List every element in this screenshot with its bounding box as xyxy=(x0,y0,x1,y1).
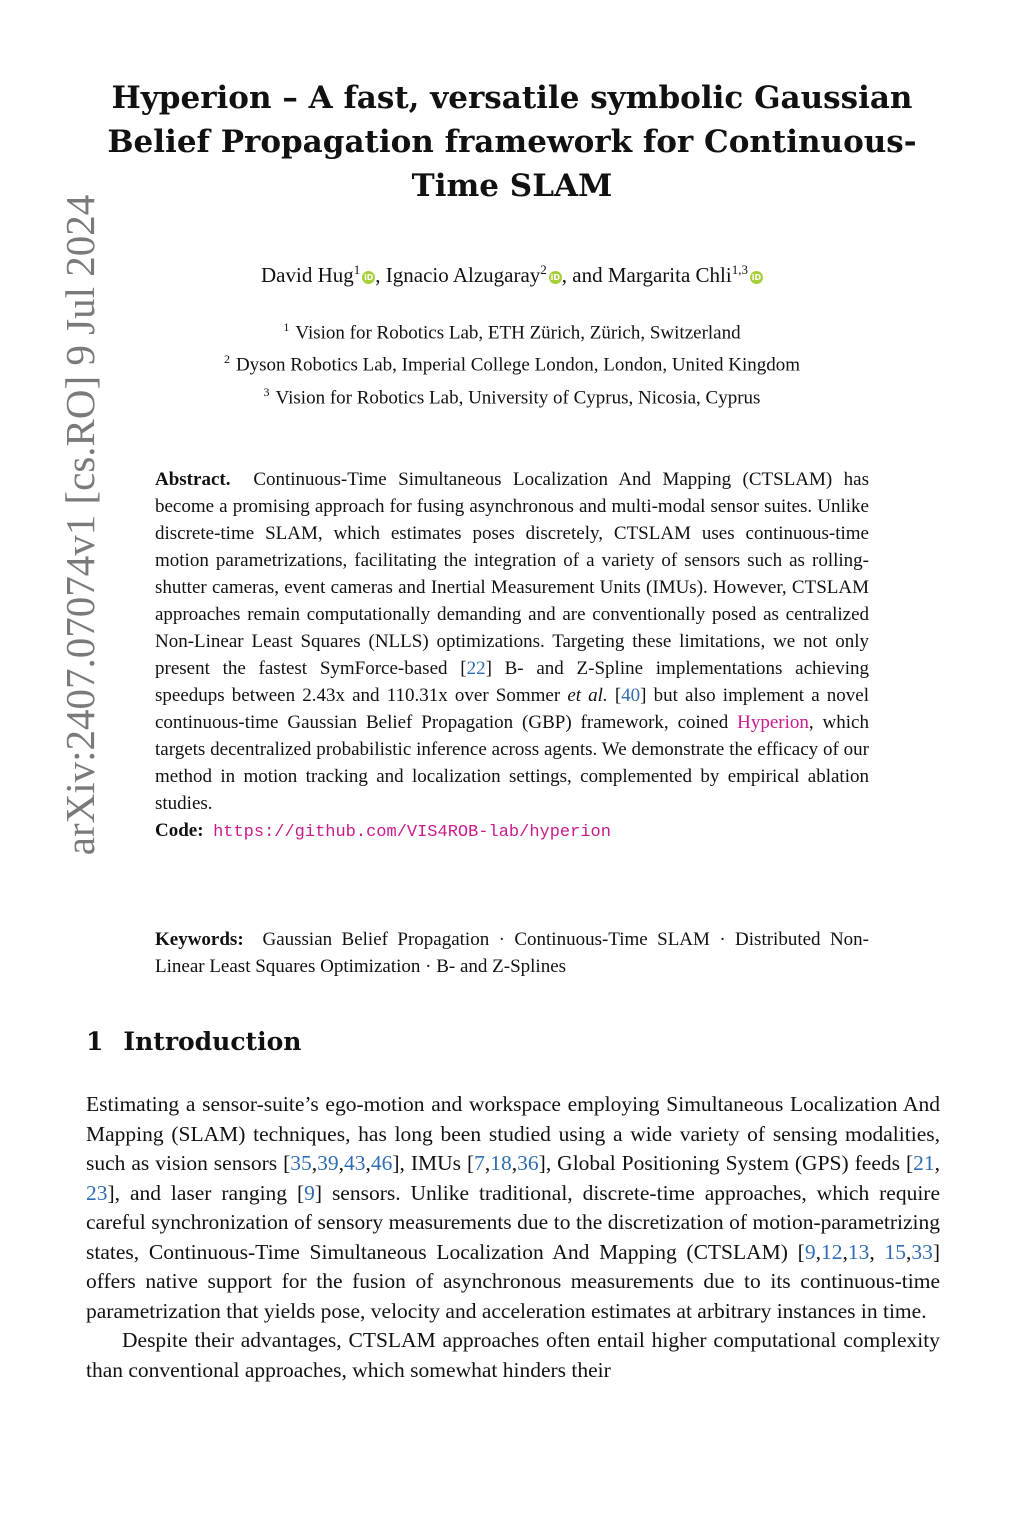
abstract-text: [ xyxy=(607,685,622,706)
citation-link[interactable]: 21 xyxy=(913,1151,935,1175)
author-name: David Hug xyxy=(261,263,354,287)
citation-link[interactable]: 36 xyxy=(517,1151,539,1175)
citation-link[interactable]: 15 xyxy=(884,1239,906,1264)
affiliation-text: Vision for Robotics Lab, University of Cyprus, Nicosia, Cyprus xyxy=(275,386,761,408)
keywords-text: Gaussian Belief Propagation · Continuous-Time SLAM · Distributed Non-Linear Least Squares Optimization · B- and Z-Splines xyxy=(155,929,870,977)
affiliation-line xyxy=(0,346,1024,378)
author-name: Ignacio Alzugaray xyxy=(385,263,541,287)
citation-link[interactable]: 7 xyxy=(474,1151,485,1175)
affiliation-line xyxy=(0,314,1024,346)
author-affil-marker: 1,3 xyxy=(731,262,748,277)
citation-link[interactable]: 18 xyxy=(490,1151,512,1175)
affiliation-number: 2 xyxy=(223,352,230,367)
author-affil-marker: 2 xyxy=(540,262,547,277)
keywords-label: Keywords: xyxy=(155,929,244,950)
citation-link[interactable]: 33 xyxy=(911,1239,933,1264)
abstract xyxy=(155,466,869,846)
section-number: 1 xyxy=(86,1027,104,1056)
abstract-body xyxy=(155,466,869,817)
body-text: Estimating a sensor-suite’s ego-motion and workspace employing Simultaneous Localization And Mapping (SLAM) techniques, has long been studied using a wide variety of sensing modalities, such as vision sensors [ xyxy=(86,1092,940,1175)
code-line xyxy=(155,817,869,846)
hyperion-link[interactable]: Hyperion xyxy=(737,712,809,733)
citation-link[interactable]: 40 xyxy=(621,685,641,706)
abstract-text: ] but also implement a novel continuous-time Gaussian Belief Propagation (GBP) framework, coined xyxy=(155,685,869,733)
orcid-icon[interactable]: iD xyxy=(364,273,374,282)
affiliation-number: 1 xyxy=(283,320,290,334)
author-affil-marker: 1 xyxy=(353,262,361,277)
keywords xyxy=(155,926,869,980)
affiliation-text: Vision for Robotics Lab, ETH Zürich, Zürich, Switzerland xyxy=(295,322,741,344)
code-label: Code: xyxy=(155,820,204,841)
body-text: ], IMUs [ xyxy=(392,1151,475,1175)
body-text: Despite their advantages, CTSLAM approaches often entail higher computational complexity than conventional approaches, which somewhat hinders their xyxy=(86,1328,940,1382)
abstract-text: , which targets decentralized probabilistic inference across agents. We demonstrate the efficacy of our method in motion tracking and localization settings, complemented by empirical ablation studies. xyxy=(155,712,869,814)
orcid-icon[interactable]: iD xyxy=(751,273,762,282)
affiliations xyxy=(0,314,1024,411)
affiliation-number: 3 xyxy=(263,384,270,399)
abstract-text: et al. xyxy=(567,685,608,706)
introduction-body xyxy=(86,1090,940,1385)
body-text: ], Global Positioning System (GPS) feeds [ xyxy=(538,1151,914,1175)
author-list xyxy=(0,262,1024,288)
citation-link[interactable]: 9 xyxy=(804,1239,816,1264)
body-text: ] offers native support for the fusion of asynchronous measurements due to its continuous-time parametrization that yields pose, velocity and acceleration estimates at arbitrary instances in time. xyxy=(86,1239,941,1323)
citation-link[interactable]: 13 xyxy=(847,1239,870,1264)
citation-link[interactable]: 39 xyxy=(317,1151,339,1175)
affiliation-text: Dyson Robotics Lab, Imperial College London, London, United Kingdom xyxy=(235,354,801,376)
citation-link[interactable]: 43 xyxy=(343,1151,366,1175)
paragraph xyxy=(86,1326,940,1385)
author-separator: , xyxy=(375,263,386,287)
citation-link[interactable]: 46 xyxy=(370,1151,393,1175)
author-separator: , and xyxy=(561,263,608,287)
abstract-text: ] B- and Z-Spline implementations achieving speedups between 2.43x and 110.31x over Sommer xyxy=(155,658,869,706)
orcid-icon[interactable]: iD xyxy=(550,273,560,282)
code-url-link[interactable]: https://github.com/VIS4ROB-lab/hyperion xyxy=(213,823,611,842)
citation-link[interactable]: 23 xyxy=(86,1180,108,1205)
abstract-text: Continuous-Time Simultaneous Localization And Mapping (CTSLAM) has become a promising approach for fusing asynchronous and multi-modal sensor suites. Unlike discrete-time SLAM, which estimates poses discretely, CTSLAM uses continuous-time motion parametrizations, facilitating the integration of a variety of sensors such as rolling-shutter cameras, event cameras and Inertial Measurement Units (IMUs). However, CTSLAM approaches remain computationally demanding and are conventionally posed as centralized Non-Linear Least Squares (NLLS) optimizations. Targeting these limitations, we not only present the fastest SymForce-based [ xyxy=(155,469,869,679)
citation-link[interactable]: 12 xyxy=(820,1239,843,1264)
citation-link[interactable]: 9 xyxy=(304,1180,315,1205)
paragraph: Estimating a sensor-suite’s ego-motion and workspace employing Simultaneous Localization And Mapping (SLAM) techniques, has long been studied using a wide variety of sensing modalities, such as vision sensors [35,39,43,46], IMUs [7,18,36], Global Positioning System (GPS) feeds [21, 23], and laser ranging [9] sensors. Unlike traditional, discrete-time approaches, which require careful synchronization of sensory measurements due to the discretization of motion-parametrizing states, Continuous-Time Simultaneous Localization And Mapping (CTSLAM) [9,12,13, 15,33] offers native support for the fusion of asynchronous measurements due to its continuous-time parametrization that yields pose, velocity and acceleration estimates at arbitrary instances in time. xyxy=(86,1092,941,1323)
body-text: ], and laser ranging [ xyxy=(107,1180,305,1205)
body-text: ] sensors. Unlike traditional, discrete-time approaches, which require careful synchronization of sensory measurements due to the discretization of motion-parametrizing states, Continuous-Time Simultaneous Localization And Mapping (CTSLAM) [ xyxy=(86,1180,941,1264)
affiliation-line xyxy=(0,379,1024,411)
citation-link[interactable]: 22 xyxy=(466,658,486,679)
section-title: Introduction xyxy=(123,1027,302,1056)
abstract-label: Abstract. xyxy=(155,469,231,490)
arxiv-stamp-text: arXiv:2407.07074v1 [cs.RO] 9 Jul 2024 xyxy=(57,194,103,856)
section-heading xyxy=(86,1027,301,1056)
author-name: Margarita Chli xyxy=(607,263,732,287)
citation-link[interactable]: 35 xyxy=(290,1151,312,1175)
paper-title: Hyperion – A fast, versatile symbolic Gaussian Belief Propagation framework for Continuous-Time SLAM xyxy=(107,80,917,204)
